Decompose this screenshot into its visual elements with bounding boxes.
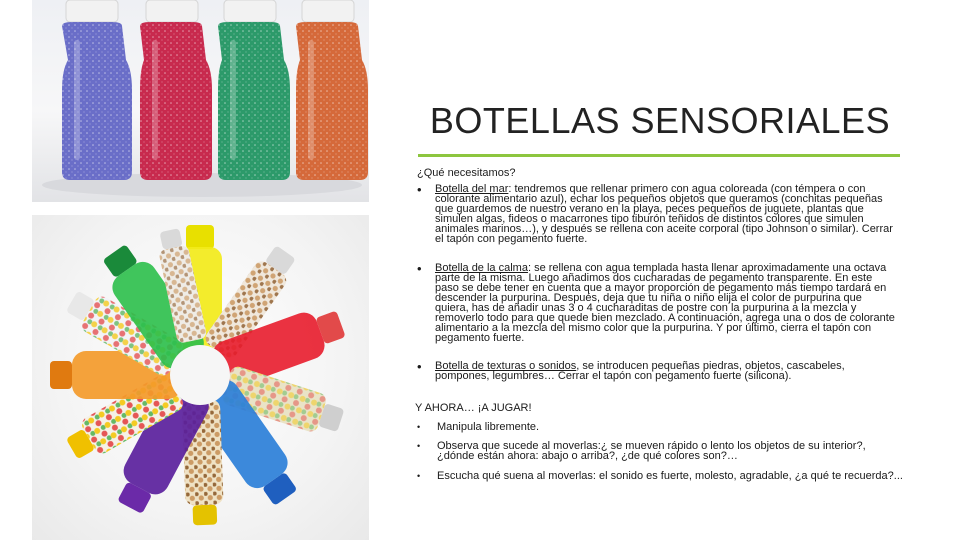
intro-question: ¿Qué necesitamos? bbox=[417, 167, 516, 179]
play-section bbox=[415, 402, 532, 414]
bullet-item-botella-de-la-calma bbox=[417, 263, 897, 343]
sensory-bottles-wheel-photo bbox=[32, 215, 369, 540]
play-item-text: Manipula libremente. bbox=[437, 421, 540, 433]
play-section-heading: Y AHORA… ¡A JUGAR! bbox=[415, 402, 532, 414]
bullet-dot: • bbox=[417, 441, 421, 451]
red-glitter-bottle bbox=[140, 0, 212, 180]
bullet-dot: • bbox=[417, 422, 421, 432]
play-item-3 bbox=[417, 471, 905, 482]
bullet-dot: • bbox=[417, 471, 421, 481]
play-item-2 bbox=[417, 441, 905, 461]
bullet-text: Botella del mar: tendremos que rellenar primero con agua coloreada (con témpera o con colorante alimentario azul), echar los pequeños objetos que queramos (conchitas pequeñas que guardemos de nuestro verano en la playa, peces pequeños de juguete, plantas que simulen algas, fideos o macarrones tipo tiburón teñidos de distintos colores que simulen animales marinos…), y después se rellena con aceite corporal (tipo Johnson o similar). Cerrar el tapón con pegamento fuerte. bbox=[435, 183, 893, 245]
bullet-link[interactable]: Botella de texturas o sonidos bbox=[435, 360, 577, 372]
play-item-text: Observa que sucede al moverlas:¿ se mueven rápido o lento los objetos de su interior?, ¿dónde están ahora: abajo o arriba?, ¿de qué colores son?… bbox=[437, 440, 866, 462]
bullet-dot: • bbox=[417, 359, 422, 374]
bullet-item-botella-de-texturas bbox=[417, 361, 897, 381]
green-glitter-bottle bbox=[218, 0, 290, 180]
bullet-text: Botella de la calma: se rellena con agua templada hasta llenar aproximadamente una octava parte de la misma. Luego añadimos dos cucharadas de pegamento transparente. En este paso se debe tener en cuenta que a mayor proporción de pegamento más tiempo tardará en descender la purpurina. Después, deja que tu niña o niño elija el color de purpurina que quiera, has de añadir unas 3 o 4 cucharaditas de postre con la purpurina a la mezcla y removerlo todo para que quede bien mezclado. A continuación, agrega una o dos de colorante alimentario a la mezcla del mismo color que la purpurina. Y por último, cierra el tapón con pegamento fuerte. bbox=[435, 262, 895, 344]
glitter-bottles-illustration bbox=[32, 0, 369, 202]
page-title: BOTELLAS SENSORIALES bbox=[429, 100, 891, 141]
bullet-dot: • bbox=[417, 261, 422, 276]
bullet-text: Botella de texturas o sonidos, se introducen pequeñas piedras, objetos, cascabeles, pompones, legumbres… Cerrar el tapón con pegamento fuerte (silicona). bbox=[435, 360, 845, 382]
bullet-link[interactable]: Botella de la calma bbox=[435, 262, 528, 274]
bullet-dot: • bbox=[417, 182, 422, 197]
bullet-list-3 bbox=[417, 361, 897, 381]
play-item-text: Escucha qué suena al moverlas: el sonido es fuerte, molesto, agradable, ¿a qué te recuerda?... bbox=[437, 470, 903, 482]
orange-glitter-bottle bbox=[296, 0, 368, 180]
bullet-list-2 bbox=[417, 263, 897, 343]
sensory-bottles-wheel-illustration bbox=[32, 215, 369, 540]
bullet-link[interactable]: Botella del mar bbox=[435, 183, 509, 195]
bullet-item-botella-del-mar bbox=[417, 184, 897, 244]
title-underline bbox=[418, 154, 900, 157]
bullet-list bbox=[417, 184, 897, 244]
play-item-1 bbox=[417, 422, 905, 433]
glitter-bottles-photo bbox=[32, 0, 369, 202]
blue-glitter-bottle bbox=[62, 0, 132, 180]
